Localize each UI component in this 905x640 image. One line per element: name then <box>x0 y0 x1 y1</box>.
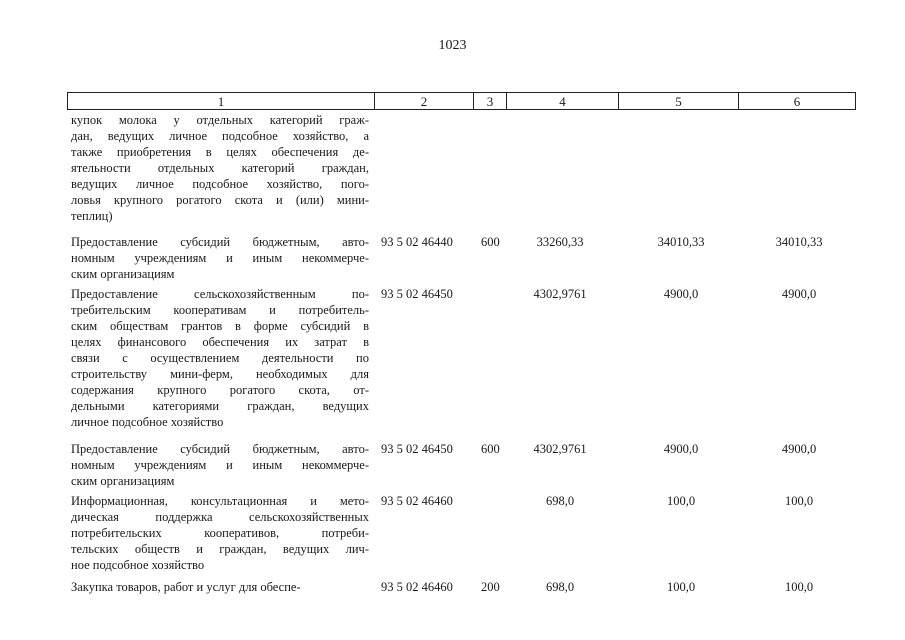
row-value-col6: 4900,0 <box>781 442 817 456</box>
row-code: 93 5 02 46450 <box>381 442 453 456</box>
description-line: купок молока у отдельных категорий граж- <box>71 113 369 127</box>
row-value-col4: 33260,33 <box>536 235 584 249</box>
description-line: Предоставление сельскохозяйственным по- <box>71 287 369 301</box>
description-line: связи с осуществлением деятельности по <box>71 351 369 365</box>
row-value-col5: 100,0 <box>666 494 696 508</box>
description-line: дическая поддержка сельскохозяйственных <box>71 510 369 524</box>
row-value-col6: 100,0 <box>784 494 814 508</box>
row-description <box>71 579 369 595</box>
description-line: номным учреждениям и иным некоммерче- <box>71 458 369 472</box>
row-value-col6: 34010,33 <box>775 235 823 249</box>
row-value-col6: 100,0 <box>784 580 814 594</box>
row-expense-type: 600 <box>481 235 500 249</box>
row-expense-type: 200 <box>481 580 500 594</box>
row-description <box>71 112 369 224</box>
row-code: 93 5 02 46460 <box>381 494 453 508</box>
row-value-col5: 4900,0 <box>663 287 699 301</box>
header-col-3: 3 <box>474 93 507 109</box>
description-line: Предоставление субсидий бюджетным, авто- <box>71 235 369 249</box>
header-col-4: 4 <box>507 93 619 109</box>
description-line: ятельности отдельных категорий граждан, <box>71 161 369 175</box>
header-col-1: 1 <box>68 93 375 109</box>
row-value-col6: 4900,0 <box>781 287 817 301</box>
row-value-col5: 34010,33 <box>657 235 705 249</box>
description-line: Предоставление субсидий бюджетным, авто- <box>71 442 369 456</box>
header-col-6: 6 <box>793 94 801 109</box>
row-code: 93 5 02 46460 <box>381 580 453 594</box>
description-line: строительству мини-ферм, необходимых для <box>71 367 369 381</box>
row-description <box>71 286 369 430</box>
row-description <box>71 234 369 282</box>
description-line: дельными категориями граждан, ведущих <box>71 399 369 413</box>
row-value-col4: 4302,9761 <box>533 287 587 301</box>
description-line: ским организациям <box>71 267 175 281</box>
row-value-col4: 698,0 <box>545 580 575 594</box>
description-line: потребительских кооперативов, потреби- <box>71 526 369 540</box>
description-line: дан, ведущих личное подсобное хозяйство, а <box>71 129 369 143</box>
description-line: ским обществам грантов в форме субсидий в <box>71 319 369 333</box>
row-code: 93 5 02 46440 <box>381 235 453 249</box>
row-value-col5: 4900,0 <box>663 442 699 456</box>
description-line: ским организациям <box>71 474 175 488</box>
description-line: ное подсобное хозяйство <box>71 558 205 572</box>
description-line: ловья крупного рогатого скота и (или) мини- <box>71 193 369 207</box>
header-col-2: 2 <box>375 93 474 109</box>
page-number: 1023 <box>438 38 467 53</box>
description-line: теплиц) <box>71 209 113 223</box>
description-line: Информационная, консультационная и мето- <box>71 494 369 508</box>
row-value-col4: 698,0 <box>545 494 575 508</box>
row-description <box>71 441 369 489</box>
row-description <box>71 493 369 573</box>
row-value-col4: 4302,9761 <box>533 442 587 456</box>
description-line: тельских обществ и граждан, ведущих лич- <box>71 542 369 556</box>
header-col-5: 5 <box>619 93 739 109</box>
description-line: ведущих личное подсобное хозяйство, пого- <box>71 177 369 191</box>
description-line: номным учреждениям и иным некоммерче- <box>71 251 369 265</box>
description-line: содержания крупного рогатого скота, от- <box>71 383 369 397</box>
description-line: целях финансового обеспечения их затрат в <box>71 335 369 349</box>
row-value-col5: 100,0 <box>666 580 696 594</box>
row-expense-type: 600 <box>481 442 500 456</box>
description-line: личное подсобное хозяйство <box>71 415 224 429</box>
description-line: Закупка товаров, работ и услуг для обеспе- <box>71 580 301 594</box>
description-line: также приобретения в целях обеспечения де- <box>71 145 369 159</box>
table-header <box>67 92 856 110</box>
description-line: требительским кооперативам и потребитель- <box>71 303 369 317</box>
row-code: 93 5 02 46450 <box>381 287 453 301</box>
